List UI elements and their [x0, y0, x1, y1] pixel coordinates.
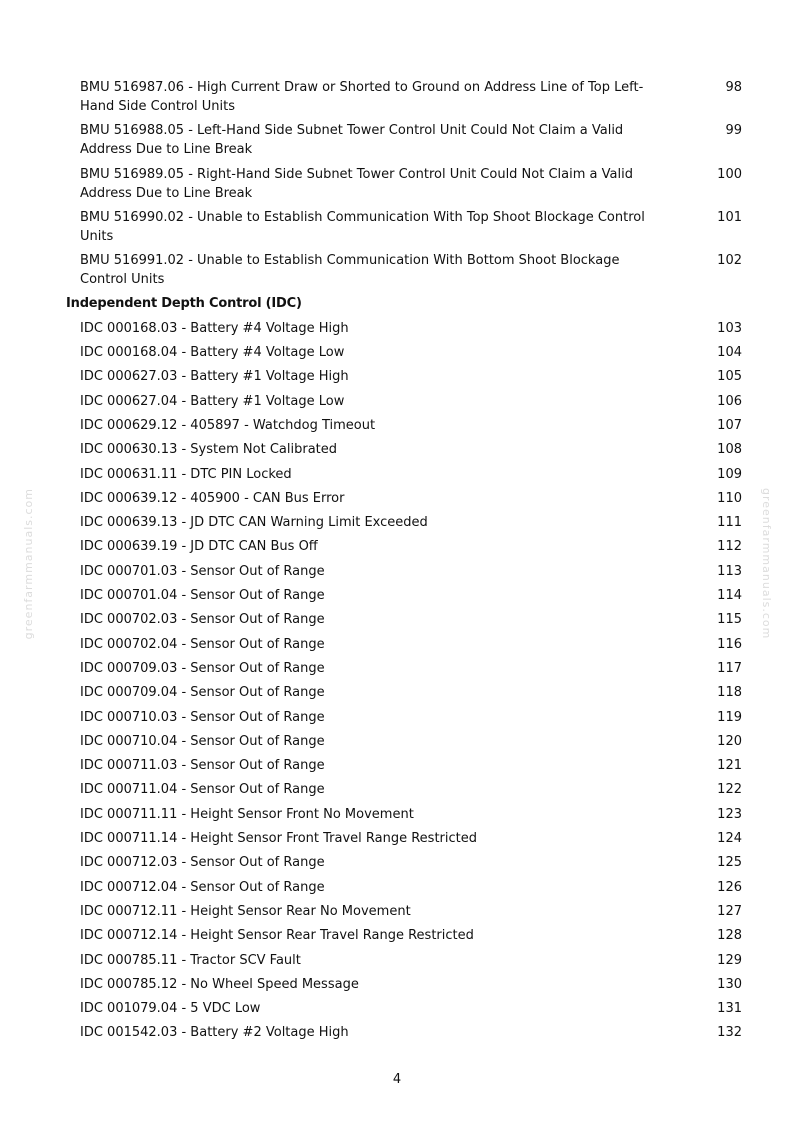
- toc-entry-page: 118: [717, 685, 742, 701]
- toc-entry-page: 130: [717, 976, 742, 992]
- toc-entry-label: IDC 000712.11 - Height Sensor Rear No Movement: [80, 903, 411, 919]
- toc-entry[interactable]: [66, 975, 746, 994]
- toc-entry[interactable]: [66, 951, 746, 970]
- toc-entry-page: 131: [717, 1001, 742, 1017]
- toc-entry-label: IDC 000712.04 - Sensor Out of Range: [80, 879, 325, 895]
- toc-entry-page: 123: [717, 806, 742, 822]
- toc-entry-page: 116: [717, 636, 742, 652]
- toc-entry[interactable]: [66, 392, 746, 411]
- toc-entry-page: 100: [717, 166, 742, 182]
- table-of-contents: [66, 78, 746, 1048]
- toc-entry[interactable]: [66, 1023, 746, 1042]
- toc-entry-page: 103: [717, 320, 742, 336]
- toc-entry-page: 128: [717, 928, 742, 944]
- section-heading-idc[interactable]: Independent Depth Control (IDC): [66, 296, 302, 312]
- toc-entry-page: 109: [717, 466, 742, 482]
- toc-entry-page: 114: [717, 588, 742, 604]
- toc-entry-label: IDC 000702.03 - Sensor Out of Range: [80, 612, 325, 628]
- toc-entry[interactable]: [66, 586, 746, 605]
- toc-entry-label: BMU 516988.05 - Left-Hand Side Subnet Tower Control Unit Could Not Claim a Valid Address Due to Line Break: [80, 123, 624, 158]
- toc-entry-label: IDC 000631.11 - DTC PIN Locked: [80, 466, 292, 482]
- toc-entry[interactable]: [66, 902, 746, 921]
- toc-entry-page: 99: [725, 123, 742, 139]
- toc-entry[interactable]: [66, 805, 746, 824]
- toc-entry-page: 121: [717, 758, 742, 774]
- toc-entry-page: 115: [717, 612, 742, 628]
- toc-entry-label: IDC 000712.14 - Height Sensor Rear Travel Range Restricted: [80, 928, 474, 944]
- toc-entry[interactable]: [66, 683, 746, 702]
- toc-entry[interactable]: [66, 165, 746, 203]
- toc-entry-label: IDC 000709.03 - Sensor Out of Range: [80, 660, 325, 676]
- toc-entry-label: BMU 516989.05 - Right-Hand Side Subnet Tower Control Unit Could Not Claim a Valid Address Due to Line Break: [80, 166, 633, 201]
- toc-entry[interactable]: [66, 562, 746, 581]
- toc-entry-page: 101: [717, 209, 742, 225]
- toc-entry-label: BMU 516991.02 - Unable to Establish Communication With Bottom Shoot Blockage Control Units: [80, 253, 620, 288]
- toc-entry[interactable]: [66, 780, 746, 799]
- toc-entry[interactable]: [66, 878, 746, 897]
- toc-entry-page: 102: [717, 253, 742, 269]
- toc-entry-page: 120: [717, 733, 742, 749]
- toc-entry-page: 107: [717, 417, 742, 433]
- toc-entry-page: 126: [717, 879, 742, 895]
- toc-entry-label: IDC 000627.04 - Battery #1 Voltage Low: [80, 393, 345, 409]
- toc-entry-page: 117: [717, 660, 742, 676]
- toc-entry[interactable]: [66, 251, 746, 289]
- toc-entry-label: IDC 001079.04 - 5 VDC Low: [80, 1001, 261, 1017]
- toc-entry[interactable]: [66, 999, 746, 1018]
- toc-entry[interactable]: [66, 319, 746, 338]
- toc-entry-label: IDC 000627.03 - Battery #1 Voltage High: [80, 369, 349, 385]
- toc-entry[interactable]: [66, 208, 746, 246]
- toc-entry[interactable]: [66, 732, 746, 751]
- toc-entry-page: 124: [717, 831, 742, 847]
- toc-entry-page: 129: [717, 952, 742, 968]
- toc-entry[interactable]: [66, 659, 746, 678]
- toc-entry[interactable]: [66, 343, 746, 362]
- toc-entry[interactable]: [66, 537, 746, 556]
- toc-entry-page: 119: [717, 709, 742, 725]
- toc-entry-page: 106: [717, 393, 742, 409]
- toc-entry-label: IDC 000709.04 - Sensor Out of Range: [80, 685, 325, 701]
- toc-entry-label: BMU 516990.02 - Unable to Establish Communication With Top Shoot Blockage Control Units: [80, 209, 645, 244]
- toc-entry-page: 108: [717, 442, 742, 458]
- toc-entry[interactable]: [66, 829, 746, 848]
- toc-entry-page: 111: [717, 515, 742, 531]
- toc-entry-page: 127: [717, 903, 742, 919]
- idc-entry-list: [66, 319, 746, 1043]
- toc-entry[interactable]: [66, 708, 746, 727]
- toc-entry-label: IDC 000710.03 - Sensor Out of Range: [80, 709, 325, 725]
- toc-entry[interactable]: [66, 635, 746, 654]
- toc-entry-label: IDC 000701.04 - Sensor Out of Range: [80, 588, 325, 604]
- toc-entry-label: BMU 516987.06 - High Current Draw or Shorted to Ground on Address Line of Top Left-Hand Side Control Units: [80, 80, 644, 114]
- toc-entry-label: IDC 000711.11 - Height Sensor Front No Movement: [80, 806, 414, 822]
- toc-entry-label: IDC 000711.04 - Sensor Out of Range: [80, 782, 325, 798]
- toc-entry-page: 125: [717, 855, 742, 871]
- toc-entry-page: 112: [717, 539, 742, 555]
- toc-entry[interactable]: [66, 440, 746, 459]
- toc-entry-page: 98: [725, 80, 742, 95]
- toc-entry[interactable]: [66, 610, 746, 629]
- toc-entry[interactable]: [66, 513, 746, 532]
- toc-entry-page: 104: [717, 345, 742, 361]
- toc-entry[interactable]: [66, 78, 746, 116]
- toc-entry-label: IDC 000711.14 - Height Sensor Front Travel Range Restricted: [80, 831, 478, 847]
- toc-entry-page: 132: [717, 1025, 742, 1041]
- toc-entry-page: 105: [717, 369, 742, 385]
- page-number: 4: [392, 1072, 402, 1087]
- toc-entry-page: 110: [717, 490, 742, 506]
- toc-entry[interactable]: [66, 489, 746, 508]
- watermark-left: greenfarmmanuals.com: [22, 488, 35, 640]
- toc-entry-label: IDC 000630.13 - System Not Calibrated: [80, 442, 338, 458]
- toc-entry-label: IDC 000629.12 - 405897 - Watchdog Timeout: [80, 417, 376, 433]
- toc-entry[interactable]: [66, 465, 746, 484]
- toc-entry-page: 122: [717, 782, 742, 798]
- toc-entry[interactable]: [66, 416, 746, 435]
- toc-entry[interactable]: [66, 853, 746, 872]
- toc-entry-label: IDC 000702.04 - Sensor Out of Range: [80, 636, 325, 652]
- toc-entry-label: IDC 000712.03 - Sensor Out of Range: [80, 855, 325, 871]
- toc-entry-label: IDC 000710.04 - Sensor Out of Range: [80, 733, 325, 749]
- watermark-right: greenfarmmanuals.com: [760, 488, 773, 640]
- toc-entry[interactable]: [66, 367, 746, 386]
- toc-entry-label: IDC 000639.13 - JD DTC CAN Warning Limit Exceeded: [80, 515, 428, 531]
- toc-entry-label: IDC 000639.19 - JD DTC CAN Bus Off: [80, 539, 318, 555]
- toc-entry-label: IDC 000785.11 - Tractor SCV Fault: [80, 952, 301, 968]
- toc-entry-label: IDC 001542.03 - Battery #2 Voltage High: [80, 1025, 349, 1041]
- toc-entry-page: 113: [717, 563, 742, 579]
- toc-entry[interactable]: [66, 121, 746, 159]
- toc-entry[interactable]: [66, 756, 746, 775]
- toc-entry-label: IDC 000785.12 - No Wheel Speed Message: [80, 976, 359, 992]
- toc-entry-label: IDC 000168.04 - Battery #4 Voltage Low: [80, 345, 345, 361]
- toc-entry-label: IDC 000711.03 - Sensor Out of Range: [80, 758, 325, 774]
- toc-entry-label: IDC 000168.03 - Battery #4 Voltage High: [80, 320, 349, 336]
- toc-entry[interactable]: [66, 926, 746, 945]
- toc-entry-label: IDC 000701.03 - Sensor Out of Range: [80, 563, 325, 579]
- toc-entry-label: IDC 000639.12 - 405900 - CAN Bus Error: [80, 490, 345, 506]
